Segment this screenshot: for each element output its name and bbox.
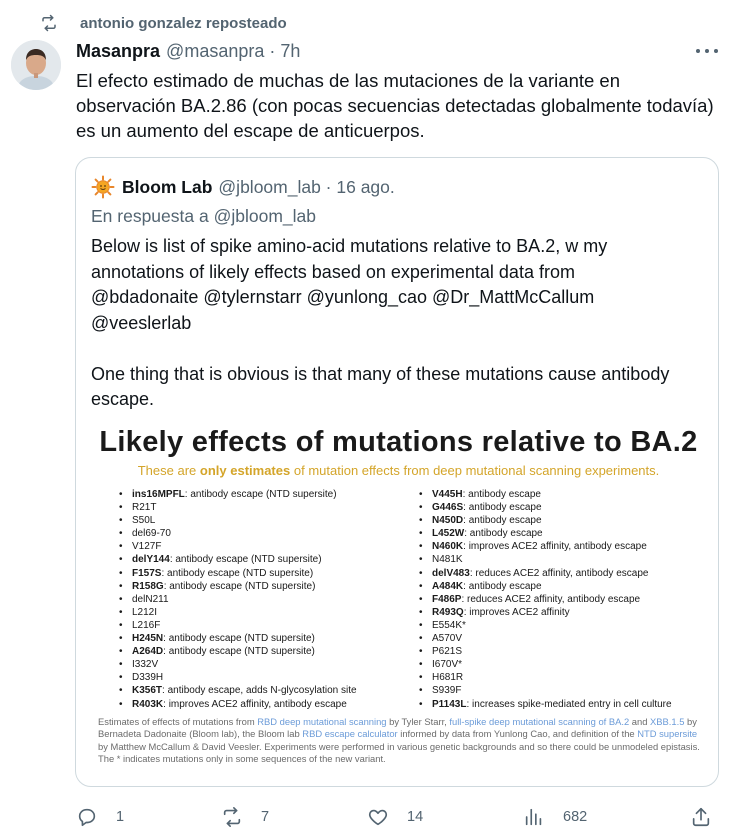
- mutation-effect: : antibody escape: [463, 580, 542, 592]
- mutation-effect: : antibody escape (NTD supersite): [184, 489, 337, 500]
- mutation-effect: : antibody escape (NTD supersite): [161, 567, 314, 579]
- tweet-text: El efecto estimado de muchas de las mutaciones de la variante en observación BA.2.86 (con pocas secuencias detectadas globalmente todavía) es un aumento del escape de anticuerpos.: [76, 70, 714, 141]
- mutation-name: • V127F: [132, 541, 162, 553]
- mutation-effect: : improves ACE2 affinity, antibody escape: [463, 541, 647, 553]
- footnote-link: RBD deep mutational scanning: [257, 716, 387, 727]
- footnote-text: by Tyler Starr,: [386, 716, 450, 727]
- footnote-link: full-spike deep mutational scanning of BA.2: [449, 716, 630, 727]
- repost-icon: [221, 806, 243, 828]
- mutation-name: • N450D: [432, 515, 464, 527]
- like-button[interactable]: [367, 805, 423, 829]
- mutation-name: • D339H: [132, 672, 164, 684]
- more-icon[interactable]: [696, 44, 718, 58]
- repost-label: antonio gonzalez reposteado: [80, 14, 287, 32]
- mutation-item: [119, 580, 357, 593]
- mutation-effect: : antibody escape, adds N-glycosylation site: [162, 685, 357, 697]
- quote-header: [91, 176, 395, 198]
- mutation-item: [419, 527, 672, 540]
- repost-context[interactable]: [40, 12, 287, 34]
- views-chart-icon: [523, 806, 545, 828]
- mutation-name: • P621S: [432, 646, 463, 658]
- mutation-item: [419, 632, 672, 645]
- reply-count: 1: [116, 809, 125, 825]
- mutation-item: [119, 553, 357, 566]
- mutation-name: • N481K: [432, 554, 463, 566]
- mutation-item: [419, 501, 672, 514]
- share-button[interactable]: [690, 805, 730, 829]
- mutation-name: • S939F: [432, 685, 462, 697]
- mutation-item: [119, 619, 357, 632]
- bloom-lab-logo-icon: [91, 175, 115, 199]
- repost-icon: [40, 14, 58, 32]
- repost-count: 7: [261, 809, 270, 825]
- author-name[interactable]: Masanpra: [76, 40, 161, 61]
- avatar-photo: [11, 40, 61, 90]
- mutation-item: [419, 658, 672, 671]
- footnote-text: informed by data from Yunlong Cao, and definition of the: [397, 728, 638, 740]
- image-subtitle: These are only estimates of mutation effects from deep mutational scanning experiments.: [137, 463, 660, 478]
- mutation-item: [119, 567, 357, 580]
- mutation-effect: : antibody escape: [463, 515, 542, 527]
- tweet-actions: [76, 805, 716, 829]
- mutation-name: • N460K: [432, 541, 464, 553]
- mutation-name: • H245N: [132, 633, 164, 645]
- author-handle-time[interactable]: @masanpra · 7h: [166, 40, 301, 61]
- mutation-effect: : antibody escape (NTD supersite): [163, 633, 315, 645]
- mutation-name: • R493Q: [432, 606, 464, 618]
- footnote-link: NTD supersite: [637, 728, 698, 740]
- quote-paragraph-1: Below is list of spike amino-acid mutations relative to BA.2, w my annotations of likely effects based on experimental data from @bdadonaite @tylernstarr @yunlong_cao @Dr_MattMcCallum @veeslerlab: [91, 236, 608, 333]
- mutation-name: • L216F: [132, 619, 161, 631]
- mutation-item: [419, 593, 672, 606]
- mutation-item: [119, 593, 357, 606]
- mutation-item: [419, 580, 672, 593]
- quote-author-handle-time[interactable]: @jbloom_lab · 16 ago.: [218, 176, 395, 197]
- mutation-item: [419, 488, 672, 501]
- mutation-name: • V445H: [432, 489, 463, 500]
- mutation-name: • R403K: [132, 698, 164, 710]
- mutation-effect: : antibody escape (NTD supersite): [169, 554, 322, 566]
- reply-context: [91, 206, 316, 227]
- mutation-name: • G446S: [432, 502, 464, 514]
- reply-prefix: En respuesta a: [91, 206, 209, 226]
- mutation-effect: : reduces ACE2 affinity, antibody escape: [469, 567, 649, 579]
- mutation-item: [119, 658, 357, 671]
- mutation-item: [119, 671, 357, 684]
- quote-text: [91, 234, 681, 413]
- mutation-name: • H681R: [432, 672, 464, 684]
- mutation-name: • delN211: [132, 593, 169, 605]
- mutation-item: [119, 632, 357, 645]
- mutation-name: • A264D: [132, 646, 164, 658]
- mutation-item: [119, 488, 357, 501]
- mutation-name: • F486P: [432, 593, 462, 605]
- mutation-name: • E554K*: [432, 619, 466, 631]
- mutation-name: • L212I: [132, 606, 158, 618]
- repost-button[interactable]: [221, 805, 269, 829]
- mutation-item: [419, 645, 672, 658]
- mutation-name: • P1143L: [432, 698, 467, 710]
- mutation-effect: : antibody escape: [463, 502, 542, 514]
- mutation-effect: : improves ACE2 affinity: [463, 606, 570, 618]
- reply-button[interactable]: [76, 805, 124, 829]
- mutation-item: [119, 501, 357, 514]
- mutation-item: [119, 514, 357, 527]
- footnote-text: by Bernadeta Dadonaite (Bloom lab), the Bloom lab: [98, 716, 697, 740]
- mutation-name: • F157S: [132, 567, 162, 579]
- mutation-name: • A570V: [432, 633, 463, 645]
- mutations-image[interactable]: [91, 420, 706, 780]
- quote-author-name[interactable]: Bloom Lab: [122, 176, 213, 197]
- footnote-text: and: [629, 716, 651, 727]
- footnote-link: RBD escape calculator: [302, 728, 398, 740]
- image-title: Likely effects of mutations relative to BA.2: [99, 426, 698, 458]
- like-count: 14: [407, 809, 424, 825]
- footnote-link: XBB.1.5: [650, 716, 685, 727]
- mutation-effect: : antibody escape: [464, 528, 543, 540]
- mutation-item: [119, 606, 357, 619]
- quote-paragraph-2: One thing that is obvious is that many of these mutations cause antibody escape.: [91, 363, 670, 409]
- mutation-effect: : antibody escape (NTD supersite): [163, 580, 316, 592]
- mutation-list-right: [419, 488, 672, 711]
- share-icon: [690, 806, 712, 828]
- mutation-item: [419, 671, 672, 684]
- tweet-header: [76, 40, 300, 62]
- mutation-item: [419, 540, 672, 553]
- mutation-item: [419, 684, 672, 697]
- mutation-name: • I670V*: [432, 659, 463, 671]
- views-button[interactable]: [523, 805, 587, 829]
- image-footnote: [98, 716, 703, 765]
- mutation-name: • delY144: [132, 554, 170, 566]
- heart-icon: [367, 806, 389, 828]
- reply-handle-link[interactable]: @jbloom_lab: [213, 206, 316, 226]
- reply-icon: [76, 806, 98, 828]
- author-avatar[interactable]: [11, 40, 61, 90]
- views-count: 682: [563, 809, 588, 825]
- mutation-name: • R21T: [132, 502, 157, 514]
- mutation-name: • I332V: [132, 659, 159, 671]
- footnote-text: by Matthew McCallum & David Veesler. Experiments were performed in various genetic backgrounds and so there could be unmodeled epistasis. The * indicates mutations only in some sequences of the new variant.: [98, 740, 700, 764]
- mutation-item: [119, 527, 357, 540]
- mutation-item: [419, 514, 672, 527]
- mutation-name: • S50L: [132, 515, 156, 527]
- mutation-item: [419, 619, 672, 632]
- mutation-effect: : increases spike-mediated entry in cell culture: [466, 698, 672, 710]
- mutation-item: [419, 606, 672, 619]
- mutation-item: [119, 698, 357, 711]
- mutation-name: • R158G: [132, 580, 164, 592]
- mutation-item: [419, 567, 672, 580]
- mutation-name: • A484K: [432, 580, 464, 592]
- mutation-effect: : improves ACE2 affinity, antibody escape: [163, 698, 347, 710]
- mutation-item: [419, 553, 672, 566]
- mutation-effect: : reduces ACE2 affinity, antibody escape: [461, 593, 641, 605]
- quoted-tweet[interactable]: [75, 157, 719, 787]
- mutation-item: [119, 684, 357, 697]
- mutation-item: [419, 698, 672, 711]
- mutation-name: • L452W: [432, 528, 465, 540]
- mutation-item: [119, 645, 357, 658]
- mutation-list-left: [119, 488, 357, 711]
- mutation-effect: : antibody escape (NTD supersite): [163, 646, 315, 658]
- mutation-name: • K356T: [132, 685, 163, 697]
- mutation-name: • ins16MPFL: [132, 489, 185, 500]
- footnote-text: Estimates of effects of mutations from: [98, 716, 258, 727]
- mutation-name: • delV483: [432, 567, 470, 579]
- mutation-item: [119, 540, 357, 553]
- mutation-name: • del69-70: [132, 528, 171, 540]
- mutation-effect: : antibody escape: [462, 489, 541, 500]
